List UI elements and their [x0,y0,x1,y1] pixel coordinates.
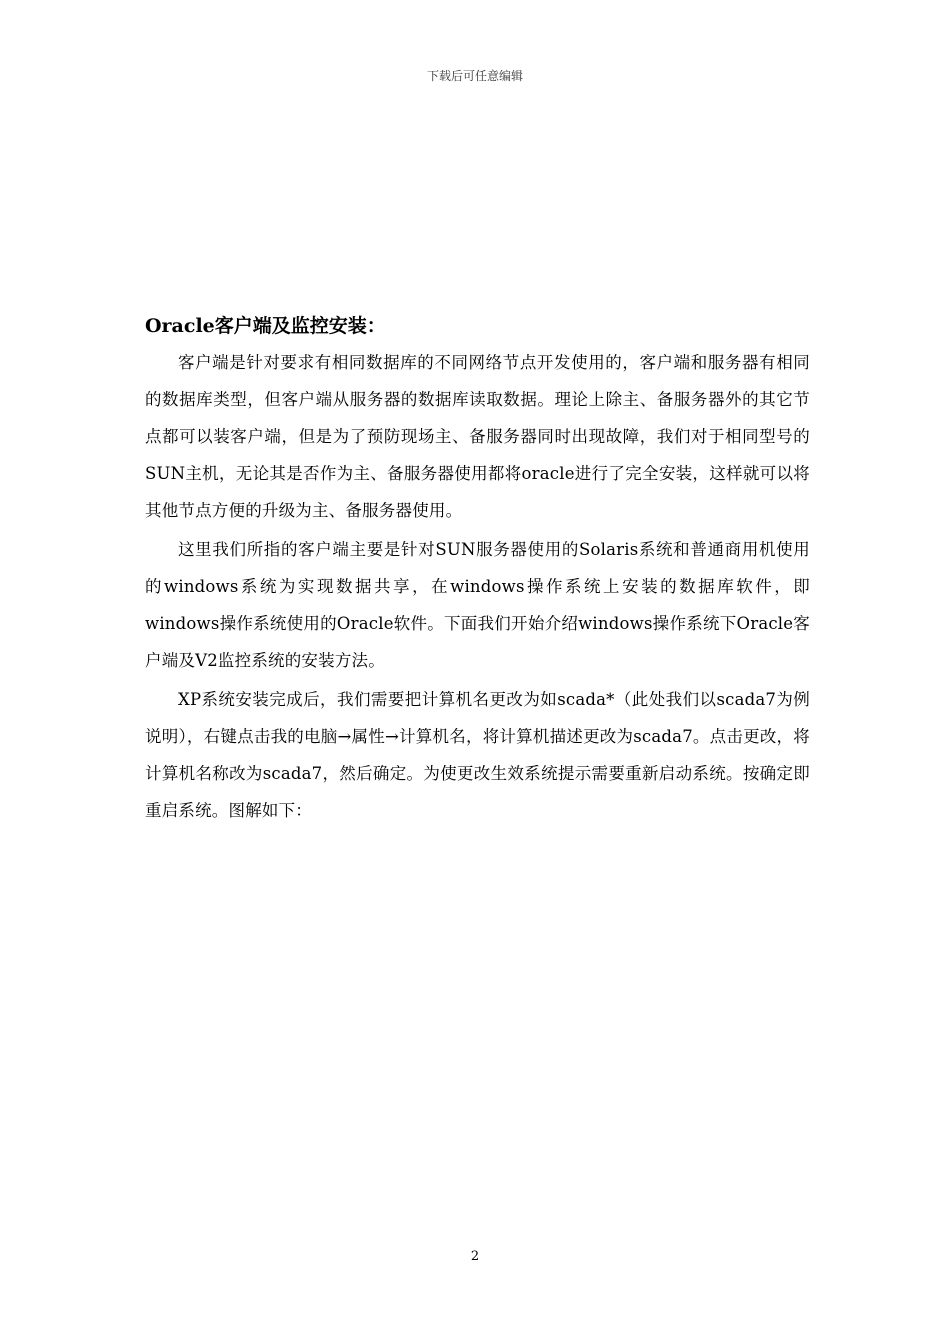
paragraph-client-intro: 客户端是针对要求有相同数据库的不同网络节点开发使用的，客户端和服务器有相同的数据库类型，但客户端从服务器的数据库读取数据。理论上除主、备服务器外的其它节点都可以装客户端，但是为了预防现场主、备服务器同时出现故障，我们对于相同型号的SUN主机，无论其是否作为主、备服务器使用都将oracle进行了完全安装，这样就可以将其他节点方便的升级为主、备服务器使用。 [145,353,810,520]
paragraph-xp-setup: XP系统安装完成后，我们需要把计算机名更改为如scada*（此处我们以scada7为例说明），右键点击我的电脑→属性→计算机名，将计算机描述更改为scada7。点击更改，将计算机名称改为scada7，然后确定。为使更改生效系统提示需要重新启动系统。按确定即重启系统。图解如下： [145,690,810,820]
paragraph-client-scope: 这里我们所指的客户端主要是针对SUN服务器使用的Solaris系统和普通商用机使用的windows系统为实现数据共享，在windows操作系统上安装的数据库软件，即windows操作系统使用的Oracle软件。下面我们开始介绍windows操作系统下Oracle客户端及V2监控系统的安装方法。 [145,540,810,670]
page-header: 下载后可任意编辑 [426,69,523,83]
document-body [145,310,810,831]
section-title: Oracle客户端及监控安装： [145,315,386,337]
page-number: 2 [470,1249,480,1264]
